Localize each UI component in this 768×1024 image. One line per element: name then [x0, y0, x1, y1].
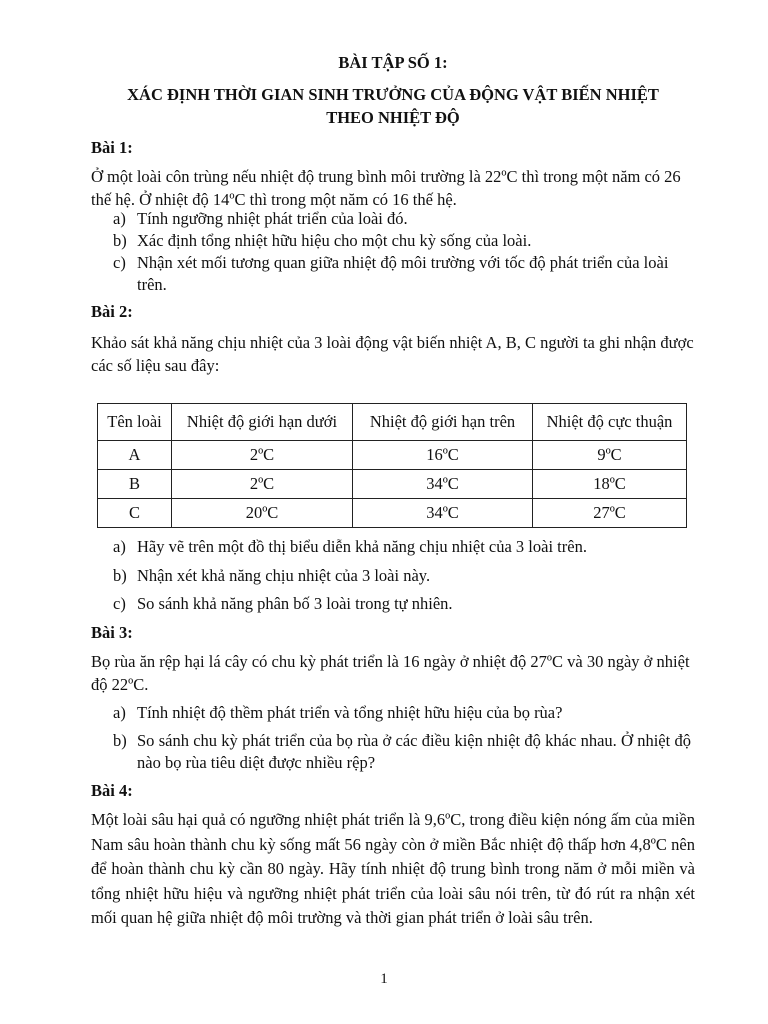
exercise-2-text: Khảo sát khả năng chịu nhiệt của 3 loài động vật biến nhiệt A, B, C người ta ghi nhận được các số liệu sau đây: [91, 333, 694, 375]
table-cell: 34ºC [353, 470, 533, 499]
exercise-1-heading: Bài 1: [91, 138, 133, 157]
exercise-1-item-c [113, 252, 691, 296]
table-cell: 2ºC [172, 470, 353, 499]
exercise-1-item-b [113, 230, 691, 252]
exercise-1-item-a [113, 208, 691, 230]
item-marker: c) [113, 253, 126, 272]
exercise-3-text: Bọ rùa ăn rệp hại lá cây có chu kỳ phát triển là 16 ngày ở nhiệt độ 27ºC và 30 ngày ở nhiệt độ 22ºC. [91, 652, 690, 694]
item-marker: c) [113, 594, 126, 613]
exercise-1-text: Ở một loài côn trùng nếu nhiệt độ trung bình môi trường là 22ºC thì trong một năm có 26 thế hệ. Ở nhiệt độ 14ºC thì trong một năm có 16 thế hệ. [91, 167, 681, 209]
title-line-3: THEO NHIỆT ĐỘ [326, 108, 460, 127]
item-text: Tính nhiệt độ thềm phát triển và tổng nhiệt hữu hiệu của bọ rùa? [137, 703, 563, 722]
item-marker: b) [113, 731, 127, 750]
item-marker: b) [113, 566, 127, 585]
item-text: Nhận xét khả năng chịu nhiệt của 3 loài này. [137, 566, 431, 585]
item-text: Hãy vẽ trên một đồ thị biểu diễn khả năng chịu nhiệt của 3 loài trên. [137, 537, 587, 556]
item-marker: a) [113, 537, 126, 556]
exercise-2-item-a [113, 536, 691, 558]
table-row [98, 470, 687, 499]
item-marker: b) [113, 231, 127, 250]
table-cell: 20ºC [172, 499, 353, 528]
page-number: 1 [380, 971, 388, 987]
item-text: So sánh khả năng phân bố 3 loài trong tự nhiên. [137, 594, 453, 613]
table-cell: 9ºC [533, 441, 687, 470]
table-header-cell: Nhiệt độ cực thuận [533, 404, 687, 441]
item-text: Xác định tổng nhiệt hữu hiệu cho một chu kỳ sống của loài. [137, 231, 532, 250]
temperature-table [97, 403, 687, 528]
table-cell: 18ºC [533, 470, 687, 499]
table-cell: 34ºC [353, 499, 533, 528]
table-cell: 16ºC [353, 441, 533, 470]
table-cell: C [98, 499, 172, 528]
table-cell: 2ºC [172, 441, 353, 470]
exercise-2-item-c [113, 593, 691, 615]
table-header-row [98, 404, 687, 441]
item-marker: a) [113, 703, 126, 722]
exercise-3-item-b [113, 730, 691, 774]
table-row [98, 499, 687, 528]
table-cell: B [98, 470, 172, 499]
title-line-1: BÀI TẬP SỐ 1: [338, 53, 448, 72]
item-text: So sánh chu kỳ phát triển của bọ rùa ở các điều kiện nhiệt độ khác nhau. Ở nhiệt độ nào bọ rùa tiêu diệt được nhiều rệp? [137, 731, 691, 772]
table-row [98, 441, 687, 470]
title-line-2: XÁC ĐỊNH THỜI GIAN SINH TRƯỞNG CỦA ĐỘNG VẬT BIẾN NHIỆT [127, 85, 659, 104]
table-cell: A [98, 441, 172, 470]
exercise-4-heading: Bài 4: [91, 781, 133, 800]
exercise-3-heading: Bài 3: [91, 623, 133, 642]
exercise-4-text: Một loài sâu hại quả có ngưỡng nhiệt phát triển là 9,6ºC, trong điều kiện nóng ấm của miền Nam sâu hoàn thành chu kỳ sống mất 56 ngày còn ở miền Bắc nhiệt độ thấp hơn 4,8ºC nên để hoàn thành chu kỳ cần 80 ngày. Hãy tính nhiệt độ trung bình trong năm ở mỗi miền và tổng nhiệt hữu hiệu và ngưỡng nhiệt phát triển của loài sâu nói trên, từ đó rút ra nhận xét mối quan hệ giữa nhiệt độ môi trường và thời gian phát triển ở loài sâu trên. [91, 810, 695, 927]
table-header-cell: Nhiệt độ giới hạn dưới [172, 404, 353, 441]
exercise-2-item-b [113, 565, 691, 587]
item-text: Tính ngưỡng nhiệt phát triển của loài đó. [137, 209, 408, 228]
table-header-cell: Nhiệt độ giới hạn trên [353, 404, 533, 441]
table-header-cell: Tên loài [98, 404, 172, 441]
item-text: Nhận xét mối tương quan giữa nhiệt độ môi trường với tốc độ phát triển của loài trên. [137, 253, 669, 294]
table-cell: 27ºC [533, 499, 687, 528]
item-marker: a) [113, 209, 126, 228]
exercise-2-heading: Bài 2: [91, 302, 133, 321]
exercise-3-item-a [113, 702, 691, 724]
